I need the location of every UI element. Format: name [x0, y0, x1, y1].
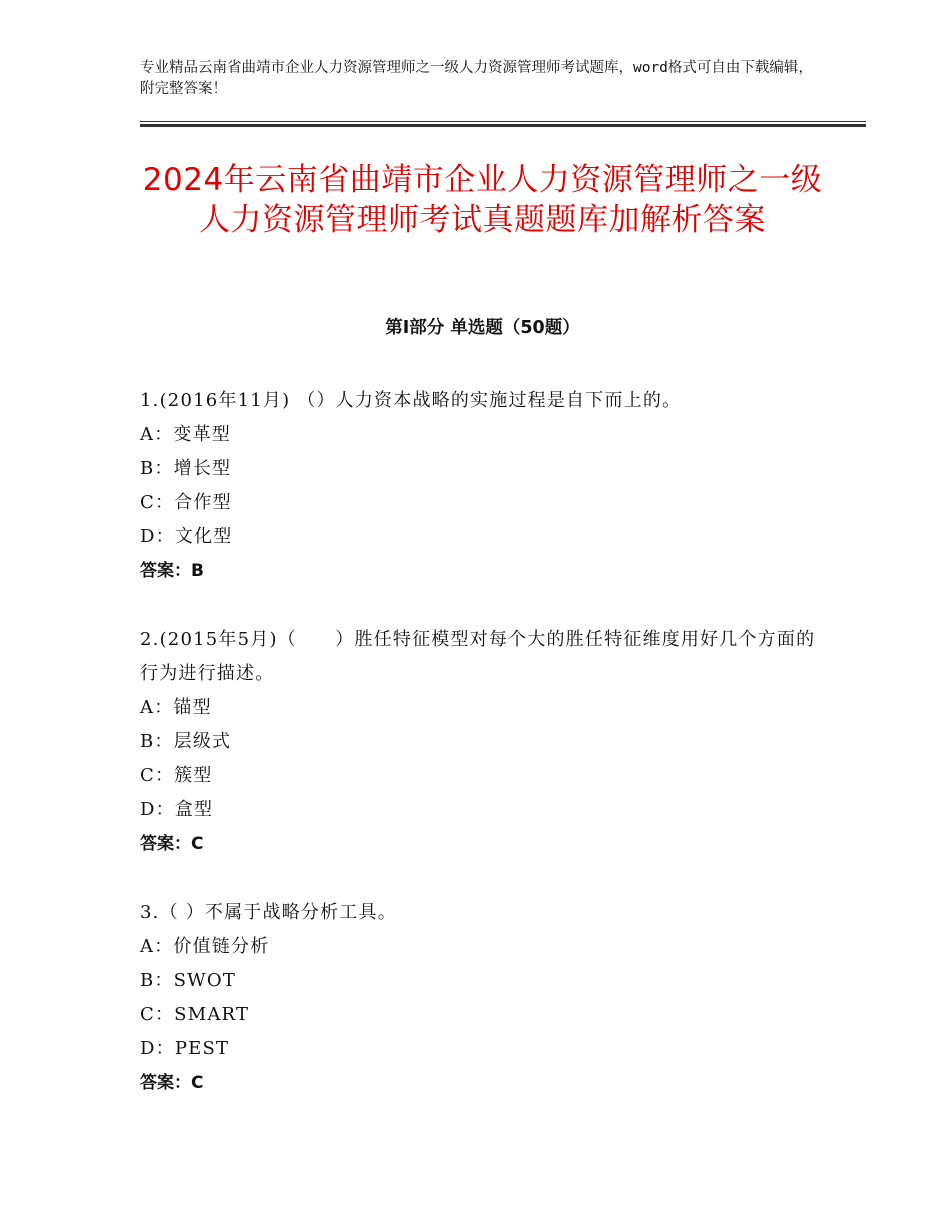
option-c: C：SMART [140, 1004, 250, 1025]
option-d: D：PEST [140, 1038, 230, 1059]
header-note: 专业精品云南省曲靖市企业人力资源管理师之一级人力资源管理师考试题库，word格式可自由下载编辑，附完整答案！ [140, 60, 813, 97]
option-c: C：簇型 [140, 765, 213, 786]
option-a: A：变革型 [140, 424, 231, 445]
question-list [140, 384, 820, 1135]
question-text: 3.（ ）不属于战略分析工具。 [140, 902, 397, 923]
question-item [140, 384, 820, 588]
option-c: C：合作型 [140, 492, 232, 513]
section-heading: 第Ⅰ部分 单选题（50题） [385, 318, 580, 338]
option-d: D：盒型 [140, 799, 214, 820]
option-a: A：锚型 [140, 697, 212, 718]
answer-line: 答案：C [140, 834, 204, 854]
answer-line: 答案：C [140, 1073, 204, 1093]
header-divider-thick [140, 124, 866, 127]
header-divider-thin [140, 121, 866, 122]
answer-line: 答案：B [140, 561, 204, 581]
question-item [140, 896, 820, 1100]
question-text: 2.(2015年5月)（ ）胜任特征模型对每个大的胜任特征维度用好几个方面的行为进行描述。 [140, 629, 816, 684]
question-item [140, 623, 820, 861]
option-d: D：文化型 [140, 526, 233, 547]
option-b: B：SWOT [140, 970, 237, 991]
option-a: A：价值链分析 [140, 936, 270, 957]
option-b: B：层级式 [140, 731, 232, 752]
question-text: 1.(2016年11月) （）人力资本战略的实施过程是自下而上的。 [140, 390, 682, 411]
document-title: 2024年云南省曲靖市企业人力资源管理师之一级人力资源管理师考试真题题库加解析答案 [142, 162, 823, 238]
option-b: B：增长型 [140, 458, 232, 479]
